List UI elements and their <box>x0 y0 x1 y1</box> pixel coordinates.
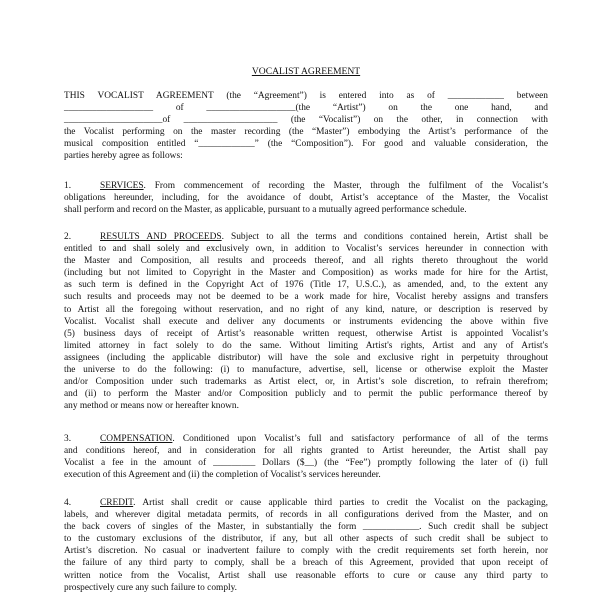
section-line: labels, and wherever digital metadata permits, of records in all configurations derived from the Master, and on <box>64 510 548 521</box>
intro-line: THIS VOCALIST AGREEMENT (the “Agreement”) is entered into as of ____________ between <box>64 91 548 101</box>
section-line <box>64 433 548 445</box>
section-line: (including but not limited to Copyright in the Master and Composition) as works made for hire for the Artist, <box>64 268 548 279</box>
section-line: to the customary exclusions of the distributor, if any, but all other aspects of such credit shall be subject to <box>64 534 548 545</box>
section-line: Vocalist. Vocalist shall execute and deliver any documents or instruments evidencing the above within five <box>64 316 548 327</box>
section-heading: SERVICES <box>100 181 144 191</box>
section-results-and-proceeds <box>64 231 548 412</box>
section-number: 2. <box>64 232 72 242</box>
section-line: the universe to do the following: (i) to manufacture, advertise, sell, license or otherwise exploit the Master <box>64 365 548 376</box>
section-text: . From commencement of recording the Master, through the fulfilment of the Vocalist’s <box>143 181 548 191</box>
intro-line: the Vocalist performing on the master recording (the “Master”) embodying the Artist’s performance of the <box>64 127 548 138</box>
section-number: 1. <box>64 181 72 191</box>
section-line: execution of this Agreement and (ii) the completion of Vocalist’s services hereunder. <box>64 470 381 481</box>
intro-line: musical composition entitled “____________” (the “Composition”). For good and valuable consideration, the <box>64 139 548 150</box>
section-line: and conditions hereof, and in consideration for all rights granted to Artist hereunder, the Artist shall pay <box>64 446 548 457</box>
section-line: to Artist all the foregoing without reservation, and no right of any kind, nature, or description is reserved by <box>64 304 548 315</box>
section-line: limited attorney in fact solely to do the same. Without limiting Artist's rights, Artist and any of Artist's <box>64 340 548 351</box>
section-line: the failure of any third party to comply, shall be a breach of this Agreement, provided that upon receipt of <box>64 558 548 569</box>
section-heading: CREDIT <box>100 498 134 508</box>
section-line: Artist’s discretion. No casual or inadvertent failure to comply with the credit requirements set forth herein, nor <box>64 546 548 557</box>
section-line <box>64 180 548 192</box>
section-line: such results and proceeds may not be deemed to be a work made for hire, Vocalist hereby assigns and transfers <box>64 292 548 303</box>
section-text: . Artist shall credit or cause applicable third parties to credit the Vocalist on the packaging, <box>133 498 548 508</box>
section-number: 3. <box>64 434 72 444</box>
intro-line: _____________________of ____________________ (the “Vocalist”) on the other, in connection with <box>64 115 548 126</box>
section-line: assignees (including the applicable distributor) will have the sole and exclusive right in perpetuity throughout <box>64 352 548 363</box>
section-line: entitled to and shall solely and exclusively own, in addition to Vocalist’s services hereunder in connection with <box>64 244 548 255</box>
section-line <box>64 231 548 243</box>
section-line: (5) business days of receipt of Artist’s reasonable written request, otherwise Artist is appointed Vocalist’s <box>64 328 548 339</box>
section-line: as such term is defined in the Copyright Act of 1976 (Title 17, U.S.C.), as amended, and, to the extent any <box>64 280 548 291</box>
section-line: written notice from the Vocalist, Artist shall use reasonable efforts to cure or cause any third party to <box>64 570 548 581</box>
section-compensation <box>64 433 548 481</box>
section-line: prospectively cure any such failure to comply. <box>64 582 238 593</box>
section-line: the Master and Composition, all results and proceeds thereof, and all rights thereto throughout the world <box>64 256 548 267</box>
section-heading: RESULTS AND PROCEEDS <box>100 232 222 242</box>
section-heading: COMPENSATION <box>100 434 173 444</box>
section-text: . Conditioned upon Vocalist’s full and satisfactory performance of all of the terms <box>172 434 548 444</box>
section-line: obligations hereunder, including, for the avoidance of doubt, Artist’s acceptance of the Master, the Vocalist <box>64 193 548 204</box>
section-line: any method or means now or hereafter known. <box>64 401 239 412</box>
section-line: and (ii) to perform the Master and/or Composition publicly and to permit the public performance thereof by <box>64 389 548 400</box>
section-line: Vocalist a fee in the amount of _________ Dollars ($__) (the “Fee”) promptly following the later of (i) full <box>64 458 548 469</box>
section-services <box>64 180 548 216</box>
section-line: and/or Composition under such trademarks as Artist elect, or, in Artist’s sole discretion, to refrain therefrom; <box>64 377 548 388</box>
section-line <box>64 497 548 509</box>
intro-line: parties hereby agree as follows: <box>64 151 183 162</box>
section-text: . Subject to all the terms and conditions contained herein, Artist shall be <box>221 232 548 242</box>
section-line: shall perform and record on the Master, as applicable, pursuant to a mutually agreed performance schedule. <box>64 205 467 216</box>
document-title: VOCALIST AGREEMENT <box>251 66 361 77</box>
section-credit <box>64 497 548 594</box>
intro-paragraph <box>64 90 548 163</box>
section-line: the back covers of singles of the Master, in substantially the form ____________. Such credit shall be subject <box>64 522 548 533</box>
section-number: 4. <box>64 498 72 508</box>
intro-line: ___________________ of ___________________(the “Artist”) on the one hand, and <box>64 103 548 114</box>
